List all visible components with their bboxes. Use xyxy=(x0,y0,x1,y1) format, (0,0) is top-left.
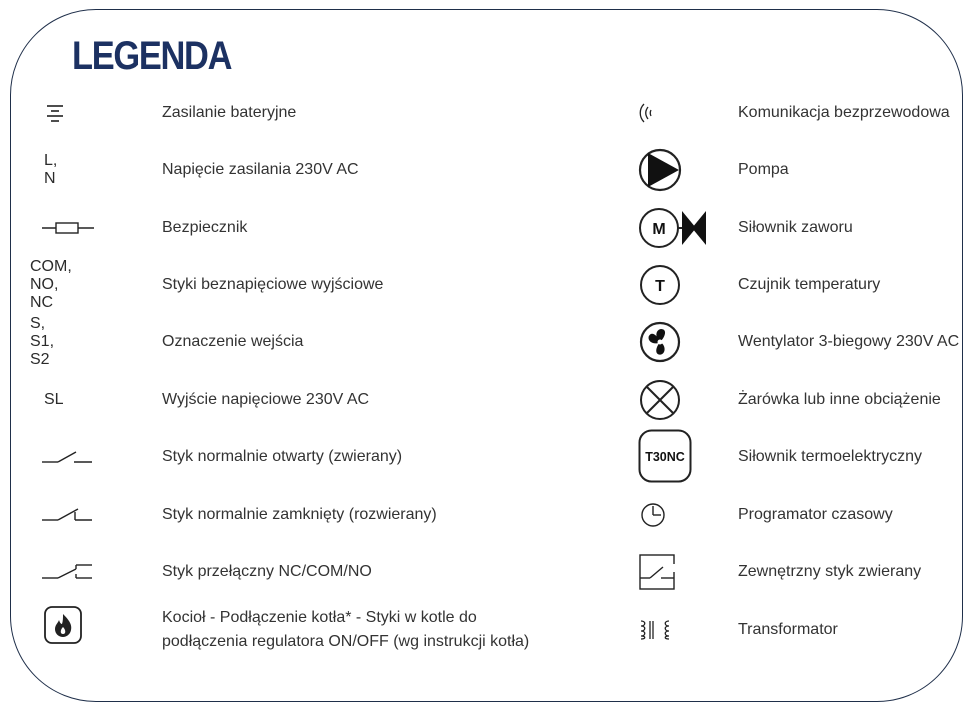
symbol-text: L, N xyxy=(44,152,58,187)
legend-label: Styki beznapięciowe wyjściowe xyxy=(162,276,384,293)
valve-actuator-icon xyxy=(638,208,706,248)
legend-label: Bezpiecznik xyxy=(162,219,248,236)
legend-label: Styk normalnie otwarty (zwierany) xyxy=(162,448,403,465)
legend-label: Transformator xyxy=(738,621,838,638)
legend-label: Styk przełączny NC/COM/NO xyxy=(162,563,372,580)
temperature-sensor-letter: T xyxy=(655,278,665,295)
fuse-icon xyxy=(42,208,94,248)
legend-label: Pompa xyxy=(738,161,789,178)
legend-label: Programator czasowy xyxy=(738,506,893,523)
changeover-contact-icon xyxy=(42,552,92,592)
symbol-text: S, S1, S2 xyxy=(30,315,55,368)
legend-label: Komunikacja bezprzewodowa xyxy=(738,104,950,121)
legend-label: Zasilanie bateryjne xyxy=(162,104,297,121)
normally-open-contact-icon xyxy=(42,437,92,477)
boiler-flame-icon xyxy=(43,605,83,645)
battery-icon xyxy=(44,93,66,133)
legend-label: Napięcie zasilania 230V AC xyxy=(162,161,359,178)
legend-label: Zewnętrzny styk zwierany xyxy=(738,563,922,580)
legend-title: LEGENDA xyxy=(72,34,232,78)
wireless-icon xyxy=(638,93,656,133)
legend-label: Siłownik termoelektryczny xyxy=(738,448,923,465)
external-contact-icon xyxy=(639,552,675,592)
normally-closed-contact-icon xyxy=(42,495,92,535)
lamp-icon xyxy=(638,380,682,420)
pump-icon xyxy=(638,150,682,190)
valve-actuator-letter: M xyxy=(652,221,666,238)
legend-label: Oznaczenie wejścia xyxy=(162,333,304,350)
legend-label: Czujnik temperatury xyxy=(738,276,881,293)
symbol-text: SL xyxy=(44,391,64,408)
thermoelectric-actuator-text: T30NC xyxy=(645,450,685,464)
legend-label-multiline xyxy=(162,606,582,654)
legend-label: Siłownik zaworu xyxy=(738,219,853,236)
temperature-sensor-icon xyxy=(638,265,682,305)
legend-label-line: Kocioł - Podłączenie kotła* - Styki w kotle do xyxy=(162,609,477,626)
legend-label: Żarówka lub inne obciążenie xyxy=(738,391,941,408)
fan-icon xyxy=(638,322,682,362)
thermoelectric-actuator-icon xyxy=(638,437,692,477)
legend-label: Wentylator 3-biegowy 230V AC xyxy=(738,333,960,350)
symbol-text: COM, NO, NC xyxy=(30,258,72,311)
transformer-icon xyxy=(640,610,670,650)
legend-label-line: podłączenia regulatora ON/OFF (wg instrukcji kotła) xyxy=(162,633,530,650)
legend-label: Styk normalnie zamknięty (rozwierany) xyxy=(162,506,437,523)
clock-icon xyxy=(640,495,666,535)
legend-label: Wyjście napięciowe 230V AC xyxy=(162,391,370,408)
